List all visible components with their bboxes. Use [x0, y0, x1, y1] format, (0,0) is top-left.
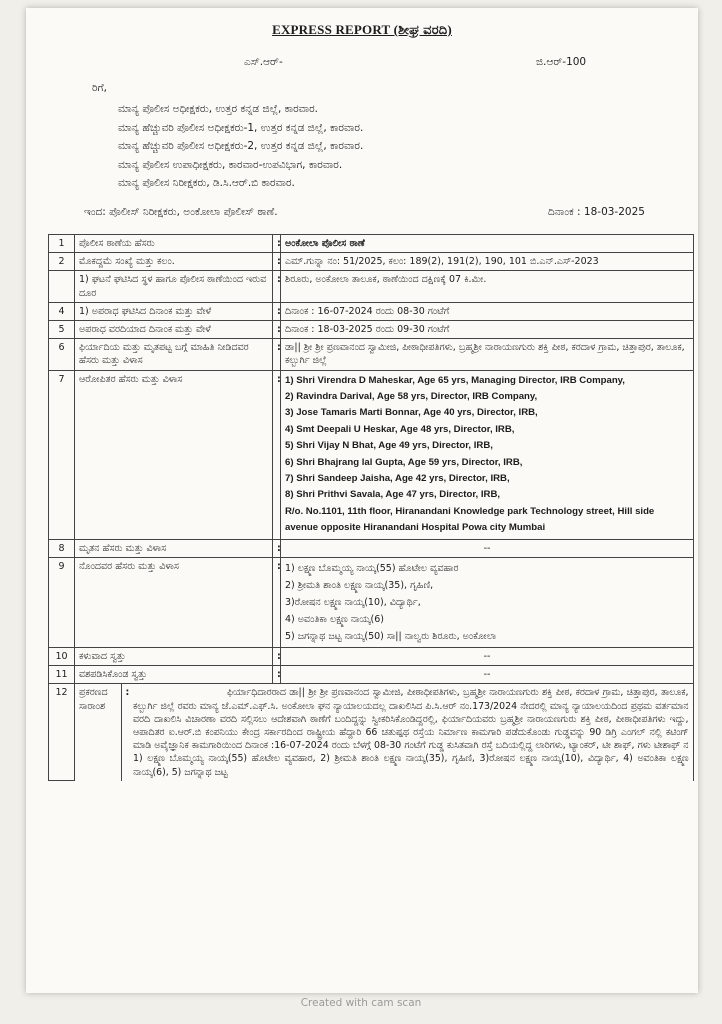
row-label: ಅಪರಾಧ ವರದಿಯಾದ ದಿನಾಂಕ ಮತ್ತು ವೇಳೆ	[75, 321, 273, 339]
seized-property: --	[281, 666, 694, 684]
case-number: ಎಮ್.ಗುನ್ನಾ ನಂ: 51/2025, ಕಲಂ: 189(2), 191(2), 190, 101 ಬಿ.ಎನ್.ಎಸ್-2023	[281, 253, 694, 271]
table-row	[49, 370, 694, 539]
row-number: 2	[49, 253, 75, 271]
document-page	[26, 8, 698, 993]
row-number: 1	[49, 235, 75, 253]
case-summary: ಫಿರ್ಯಾಧಿದಾರರಾದ ಡಾ|| ಶ್ರೀ ಶ್ರೀ ಪ್ರಣವಾನಂದ ಸ್ವಾಮೀಜಿ, ಪೀಠಾಧೀಪತಿಗಳು, ಬ್ರಹ್ಮಶ್ರೀ ನಾರಾಯಣಗುರು ಶಕ್ತಿ ಪೀಠ, ಕರದಾಳ ಗ್ರಾಮ, ಚಿತ್ತಾಪುರ, ತಾಲೂಕ, ಕಲ್ಬುರ್ಗಿ ಜಿಲ್ಲೆ ರವರು ಮಾನ್ಯ ಜೆ.ಎಮ್.ಎಫ್.ಸಿ. ಅಂಕೋಲಾ ಘನ ನ್ಯಾಯಾಲಯದಲ್ಲ ದಾಖಲಿಸಿದ ಪಿ.ಸಿ.ಆರ್ ನಂ.173/2024 ನೇದರಲ್ಲಿ ಮಾನ್ಯ ನ್ಯಾಯಾಲಯದಿಂದ ಪ್ರಥಮ ವರ್ತಮಾನ ವರದಿ ದಾಖಲಿಸಿ ವಿಚಾರಣಾ ವರದಿ ಸಲ್ಲಿಸಲು ಆದೇಶವಾಗಿ ಠಾಣೆಗೆ ಬಂದಿದ್ದನ್ನು ಸ್ವೀಕರಿಸಿಕೊಂಡಿದ್ದರಲ್ಲಿ, ಫಿರ್ಯಾದಿಯವರು ಬ್ರಹ್ಮಶ್ರೀ ನಾರಾಯಣಗುರು ಶಕ್ತಿ ಪೀಠ, ಪೀಠಾಧೀಪತಿಗಳು ಇದ್ದು, ಆಪಾದಿತರ ಐ.ಆರ್.ಬಿ ಕಂಪನಿಯು ಕೇಂದ್ರ ಸರ್ಕಾರದಿಂದ ರಾಷ್ಟ್ರೀಯ ಹೆದ್ದಾರಿ 66 ಚತುಷ್ಪಥ ರಸ್ತೆಯ ನಿರ್ಮಾಣ ಕಾಮಗಾರಿ ಪಡೆದುಕೊಂಡು ಗುಡ್ಡವನ್ನು 90 ಡಿಗ್ರಿ ಎಂಗಲ್ ನಲ್ಲಿ ಕಟಿಂಗ್ ಮಾಡಿ ಅವೈಜ್ಞಾನಿಕ ಕಾಮಗಾರಿಯಿಂದ ದಿನಾಂಕ :16-07-2024 ರಂದು ಬೆಳಗ್ಗೆ 08-30 ಗಂಟೆಗೆ ಗುಡ್ಡ ಕುಸಿತವಾಗಿ ರಸ್ತೆ ಬದಿಯಲ್ಲಿದ್ದ ಲಾರಿಗಳು, ಟ್ಯಾಂಕರ್, ಟೀ ಶಾಫ್, ಗಳು ಟೀಶಾಫ್ ನ 1) ಲಕ್ಷ್ಮಣ ಬೊಮ್ಮಯ್ಯ ನಾಯ್ಕ(55) ಹೊಟೇಲ ವ್ಯವಹಾರ, 2) ಶ್ರೀಮತಿ ಶಾಂತಿ ಲಕ್ಷ್ಮಣ ನಾಯ್ಕ(35), ಗೃಹಿಣಿ, 3)ರೋಷನ ಲಕ್ಷ್ಮಣ ನಾಯ್ಕ(10), ವಿದ್ಯಾರ್ಥಿ, 4) ಅವಂತಿಕಾ ಲಕ್ಷ್ಮಣ ನಾಯ್ಕ(6), 5) ಜಗನ್ನಾಥ ಜಟ್ಟ	[129, 684, 693, 780]
row-number	[49, 271, 75, 302]
row-number: 8	[49, 539, 75, 557]
summary-cell	[75, 684, 694, 781]
list-item: 1) Shri Virendra D Maheskar, Age 65 yrs, Managing Director, IRB Company,	[285, 374, 625, 386]
list-item: 7) Shri Sandeep Jaisha, Age 42 yrs, Director, IRB,	[285, 473, 510, 485]
row-number: 10	[49, 647, 75, 665]
row-label: ಪೊಲೀಸ ಠಾಣೆಯ ಹೆಸರು	[75, 235, 273, 253]
incident-date: ದಿನಾಂಕ : 16-07-2024 ರಂದು 08-30 ಗಂಟೆಗೆ	[281, 302, 694, 320]
accused-address: R/o. No.1101, 11th floor, Hiranandani Knowledge park Technology street, Hill side avenue opposite Hiranandani Hospital Powa city Mumbai	[285, 505, 655, 534]
table-row	[49, 271, 694, 302]
gr-number: ಜಿ.ಆರ್-100	[536, 56, 587, 68]
table-row	[49, 647, 694, 665]
row-colon: :	[273, 539, 281, 557]
row-number: 12	[49, 684, 75, 781]
list-item: 5) Shri Vijay N Bhat, Age 49 yrs, Director, IRB,	[285, 440, 493, 452]
to-label: ರಿಗೆ,	[92, 82, 107, 94]
row-label: ಆರೋಪಿತರ ಹೆಸರು ಮತ್ತು ವಿಳಾಸ	[75, 370, 273, 539]
row-number: 7	[49, 370, 75, 539]
police-station-name: ಅಂಕೋಲಾ ಪೊಲೀಸ ಠಾಣೆ	[281, 235, 694, 253]
list-item: 3)ರೋಷನ ಲಕ್ಷ್ಮಣ ನಾಯ್ಕ(10), ವಿದ್ಯಾರ್ಥಿ,	[285, 596, 421, 608]
row-colon: :	[273, 271, 281, 302]
recipient: ಮಾನ್ಯ ಹೆಚ್ಚುವರಿ ಪೊಲೀಸ ಅಧೀಕ್ಷಕರು-2, ಉತ್ತರ ಕನ್ನಡ ಜಿಲ್ಲೆ, ಕಾರವಾರ.	[118, 140, 364, 152]
row-label: ಫಿರ್ಯಾದಿಯ ಮತ್ತು ಮೃತಪಟ್ಟ ಬಗ್ಗೆ ಮಾಹಿತಿ ನೀಡಿದವರ ಹೆಸರು ಮತ್ತು ವಿಳಾಸ	[75, 339, 273, 370]
table-row	[49, 539, 694, 557]
report-date-value: ದಿನಾಂಕ : 18-03-2025 ರಂದು 09-30 ಗಂಟೆಗೆ	[281, 321, 694, 339]
sr-number: ಎಸ್.ಆರ್-	[244, 56, 283, 68]
row-colon: :	[273, 253, 281, 271]
list-item: 4) Smt Deepali U Heskar, Age 48 yrs, Director, IRB,	[285, 423, 515, 435]
table-row	[49, 235, 694, 253]
list-item: 2) Ravindra Darival, Age 58 yrs, Director, IRB Company,	[285, 391, 538, 403]
table-row	[49, 339, 694, 370]
row-label: 1) ಘಟನೆ ಘಟಿಸಿದ ಸ್ಥಳ ಹಾಗೂ ಪೊಲೀಸ ಠಾಣೆಯಿಂದ ಇರುವ ದೂರ	[75, 271, 273, 302]
row-label: ಕಳುವಾದ ಸ್ವತ್ತು	[75, 647, 273, 665]
row-colon: :	[273, 339, 281, 370]
row-label: ನೊಂದವರ ಹೆಸರು ಮತ್ತು ವಿಳಾಸ	[75, 557, 273, 647]
row-number: 11	[49, 666, 75, 684]
table-row	[49, 666, 694, 684]
row-colon: :	[125, 687, 130, 699]
list-item: 6) Shri Bhajrang lal Gupta, Age 59 yrs, Director, IRB,	[285, 456, 523, 468]
recipient: ಮಾನ್ಯ ಪೊಲೀಸ ಅಧೀಕ್ಷಕರು, ಉತ್ತರ ಕನ್ನಡ ಜಿಲ್ಲೆ, ಕಾರವಾರ.	[118, 103, 318, 115]
list-item: 2) ಶ್ರೀಮತಿ ಶಾಂತಿ ಲಕ್ಷ್ಮಣ ನಾಯ್ಕ(35), ಗೃಹಿಣಿ,	[285, 579, 434, 591]
row-colon: :	[273, 321, 281, 339]
from-line: ಇಂದ: ಪೊಲೀಸ್ ನಿರೀಕ್ಷಕರು, ಅಂಕೋಲಾ ಪೊಲೀಸ್ ಠಾಣೆ.	[84, 206, 278, 218]
row-colon: :	[273, 557, 281, 647]
complainant: ಡಾ|| ಶ್ರೀ ಶ್ರೀ ಪ್ರಣವಾನಂದ ಸ್ವಾಮೀಜಿ, ಪೀಠಾಧೀಪತಿಗಳು, ಬ್ರಹ್ಮಶ್ರೀ ನಾರಾಯಣಗುರು ಶಕ್ತಿ ಪೀಠ, ಕರದಾಳ ಗ್ರಾಮ, ಚಿತ್ತಾಪುರ, ತಾಲೂಕ, ಕಲ್ಬುರ್ಗಿ ಜಿಲ್ಲೆ	[281, 339, 694, 370]
table-row	[49, 557, 694, 647]
row-label: ಪ್ರಕರಣದ ಸಾರಾಂಶ	[75, 684, 121, 780]
row-label: ಮೊಕದ್ದಮೆ ಸಂಖ್ಯೆ ಮತ್ತು ಕಲಂ.	[75, 253, 273, 271]
row-colon: :	[273, 647, 281, 665]
table-row	[49, 253, 694, 271]
list-item: 8) Shri Prithvi Savala, Age 47 yrs, Director, IRB,	[285, 489, 501, 501]
list-item: 4) ಅವಂತಿಕಾ ಲಕ್ಷ್ಮಣ ನಾಯ್ಕ(6)	[285, 613, 384, 625]
recipient-list	[118, 100, 363, 193]
list-item: 5) ಜಗನ್ನಾಥ ಜಟ್ಟ ನಾಯ್ಕ(50) ಸಾ|| ನಾಲ್ವರು ಶಿರೂರು, ಅಂಕೋಲಾ	[285, 630, 497, 642]
watermark-text: Created with cam scan	[300, 997, 422, 1009]
row-colon: :	[273, 302, 281, 320]
row-number: 5	[49, 321, 75, 339]
report-title: EXPRESS REPORT (ಶೀಘ್ರ ವರದಿ)	[272, 22, 452, 37]
row-colon: :	[273, 235, 281, 253]
row-label: ಮೃತನ ಹೆಸರು ಮತ್ತು ವಿಳಾಸ	[75, 539, 273, 557]
recipient: ಮಾನ್ಯ ಹೆಚ್ಚುವರಿ ಪೊಲೀಸ ಅಧೀಕ್ಷಕರು-1, ಉತ್ತರ ಕನ್ನಡ ಜಿಲ್ಲೆ, ಕಾರವಾರ.	[118, 121, 364, 134]
row-colon: :	[273, 666, 281, 684]
report-table	[48, 234, 694, 781]
row-number: 6	[49, 339, 75, 370]
list-item: 1) ಲಕ್ಷ್ಮಣ ಬೊಮ್ಮಯ್ಯ ನಾಯ್ಕ(55) ಹೊಟೇಲ ವ್ಯವಹಾರ	[285, 562, 459, 574]
table-row	[49, 302, 694, 320]
accused-list	[281, 370, 694, 539]
report-date: ದಿನಾಂಕ : 18-03-2025	[548, 206, 645, 218]
victim-list	[281, 557, 694, 647]
list-item: 3) Jose Tamaris Marti Bonnar, Age 40 yrs, Director, IRB,	[285, 407, 538, 419]
row-label: ವಶಪಡಿಸಿಕೊಂಡ ಸ್ವತ್ತು	[75, 666, 273, 684]
table-row	[49, 684, 694, 781]
table-row	[49, 321, 694, 339]
incident-place: ಶಿರೂರು, ಅಂಕೋಲಾ ತಾಲೂಕ, ಠಾಣೆಯಿಂದ ದಕ್ಷಿಣಕ್ಕೆ 07 ಕಿ.ಮೀ.	[281, 271, 694, 302]
recipient: ಮಾನ್ಯ ಪೊಲೀಸ ನಿರೀಕ್ಷಕರು, ಡಿ.ಸಿ.ಆರ್.ಬಿ ಕಾರವಾರ.	[118, 177, 295, 189]
deceased: --	[281, 539, 694, 557]
row-number: 9	[49, 557, 75, 647]
row-number: 4	[49, 302, 75, 320]
recipient: ಮಾನ್ಯ ಪೊಲೀಸ ಉಪಾಧೀಕ್ಷಕರು, ಕಾರವಾರ-ಉಪವಿಭಾಗ, ಕಾರವಾರ.	[118, 158, 343, 171]
row-label: 1) ಅಪರಾಧ ಘಟಿಸಿದ ದಿನಾಂಕ ಮತ್ತು ವೇಳೆ	[75, 302, 273, 320]
stolen-property: --	[281, 647, 694, 665]
row-colon: :	[273, 370, 281, 539]
